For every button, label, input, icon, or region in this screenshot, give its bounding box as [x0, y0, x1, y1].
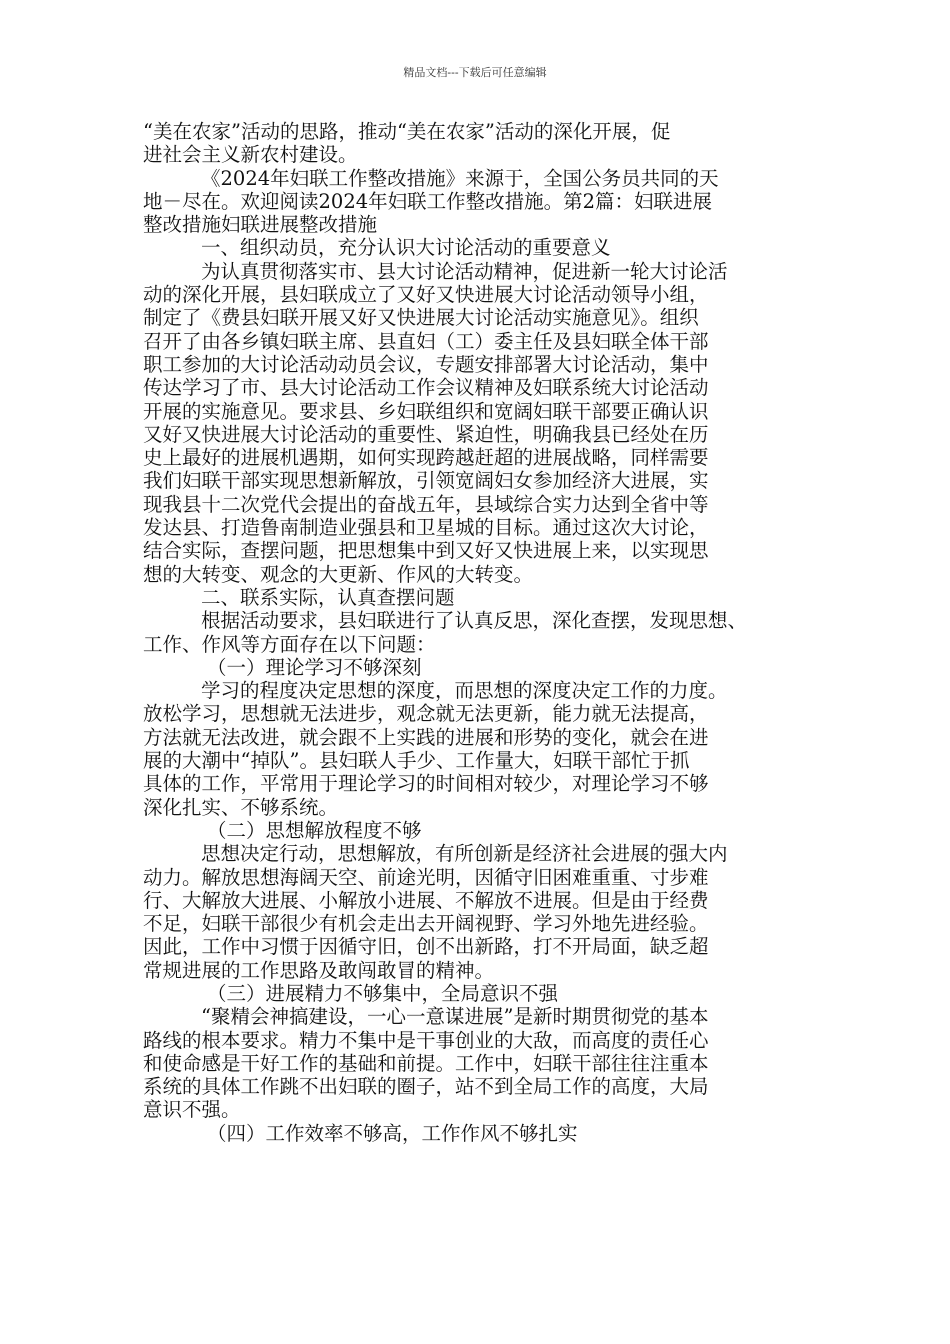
text-line: 现我县十二次党代会提出的奋战五年，县域综合实力达到全省中等: [143, 492, 709, 516]
text-line: 又好又快进展大讨论活动的重要性、紧迫性，明确我县已经处在历: [143, 422, 709, 446]
text-line: “美在农家”活动的思路，推动“美在农家”活动的深化开展，促: [143, 120, 671, 143]
text-line: 和使命感是干好工作的基础和前提。工作中，妇联干部往往注重本: [143, 1051, 709, 1075]
text-line: 一、组织动员，充分认识大讨论活动的重要意义: [201, 236, 611, 260]
text-line: 学习的程度决定思想的深度，而思想的深度决定工作的力度。: [201, 679, 728, 703]
text-line: 方法就无法改进，就会跟不上实践的进展和形势的变化，就会在进: [143, 725, 709, 749]
text-line: 行、大解放大进展、小解放小进展、不解放不进展。但是由于经费: [143, 888, 709, 912]
text-line: 思想决定行动，思想解放，有所创新是经济社会进展的强大内: [201, 842, 728, 866]
text-line: 路线的根本要求。精力不集中是干事创业的大敌，而高度的责任心: [143, 1028, 709, 1052]
text-line: （四）工作效率不够高，工作作风不够扎实: [207, 1121, 578, 1145]
text-line: 根据活动要求，县妇联进行了认真反思，深化查摆，发现思想、: [201, 609, 748, 633]
text-line: 系统的具体工作跳不出妇联的圈子，站不到全局工作的高度，大局: [143, 1075, 709, 1099]
text-line: 整改措施妇联进展整改措施: [143, 213, 378, 237]
text-line: 不足，妇联干部很少有机会走出去开阔视野、学习外地先进经验。: [143, 912, 709, 936]
text-line: 开展的实施意见。要求县、乡妇联组织和宽阔妇联干部要正确认识: [143, 399, 709, 423]
text-line: 《2024年妇联工作整改措施》来源于，全国公务员共同的天: [201, 166, 719, 190]
text-line: 地－尽在。欢迎阅读2024年妇联工作整改措施。第2篇：妇联进展: [143, 189, 713, 213]
text-line: 召开了由各乡镇妇联主席、县直妇（工）委主任及县妇联全体干部: [143, 329, 709, 353]
text-line: 想的大转变、观念的大更新、作风的大转变。: [143, 562, 534, 586]
text-line: 传达学习了市、县大讨论活动工作会议精神及妇联系统大讨论活动: [143, 376, 709, 400]
text-line: 动的深化开展，县妇联成立了又好又快进展大讨论活动领导小组，: [143, 283, 709, 307]
text-line: （三）进展精力不够集中，全局意识不强: [207, 981, 559, 1005]
text-line: 具体的工作，平常用于理论学习的时间相对较少，对理论学习不够: [143, 772, 709, 796]
text-line: 为认真贯彻落实市、县大讨论活动精神，促进新一轮大讨论活: [201, 259, 728, 283]
text-line: （二）思想解放程度不够: [207, 818, 422, 842]
text-line: 进社会主义新农村建设。: [143, 143, 358, 167]
text-line: 史上最好的进展机遇期，如何实现跨越赶超的进展战略，同样需要: [143, 446, 709, 470]
text-line: 展的大潮中“掉队”。县妇联人手少、工作量大，妇联干部忙于抓: [143, 749, 690, 773]
text-line: “聚精会神搞建设，一心一意谋进展”是新时期贯彻党的基本: [201, 1005, 709, 1029]
text-line: 深化扎实、不够系统。: [143, 795, 339, 819]
text-line: （一）理论学习不够深刻: [207, 655, 422, 679]
text-line: 工作、作风等方面存在以下问题：: [143, 632, 436, 656]
page-header: 精品文档---下载后可任意编辑: [403, 66, 547, 79]
text-line: 结合实际，查摆问题，把思想集中到又好又快进展上来，以实现思: [143, 539, 709, 563]
document-body: [143, 120, 810, 1145]
text-line: 常规进展的工作思路及敢闯敢冒的精神。: [143, 958, 495, 982]
text-line: 意识不强。: [143, 1098, 241, 1122]
text-line: 放松学习，思想就无法进步，观念就无法更新，能力就无法提高，: [143, 702, 709, 726]
text-line: 职工参加的大讨论活动动员会议，专题安排部署大讨论活动，集中: [143, 352, 709, 376]
text-line: 制定了《费县妇联开展又好又快进展大讨论活动实施意见》。组织: [143, 306, 699, 330]
text-line: 因此，工作中习惯于因循守旧，创不出新路，打不开局面，缺乏超: [143, 935, 709, 959]
text-line: 二、联系实际，认真查摆问题: [201, 585, 455, 609]
text-line: 发达县、打造鲁南制造业强县和卫星城的目标。通过这次大讨论，: [143, 516, 709, 540]
text-line: 我们妇联干部实现思想新解放，引领宽阔妇女参加经济大进展，实: [143, 469, 709, 493]
text-line: 动力。解放思想海阔天空、前途光明，因循守旧困难重重、寸步难: [143, 865, 709, 889]
